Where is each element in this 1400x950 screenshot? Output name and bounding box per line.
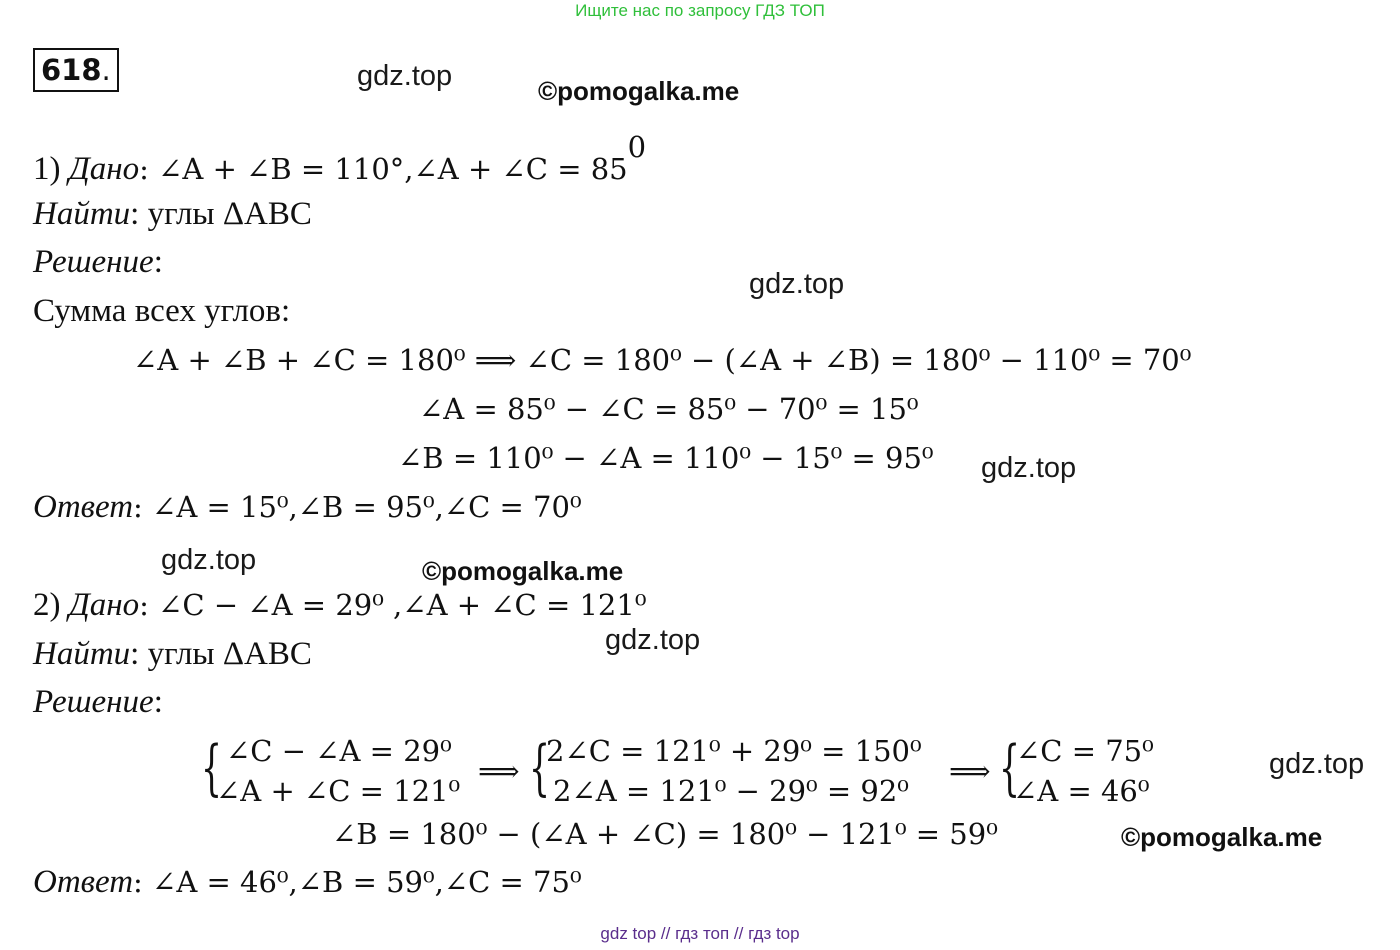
- system-brace: {: [529, 733, 551, 803]
- system-brace: {: [201, 733, 223, 803]
- part2-number: 2): [33, 587, 61, 623]
- watermark-pomogalka: ©pomogalka.me: [538, 76, 740, 106]
- watermark-gdz: gdz.top: [981, 452, 1077, 484]
- implies-arrow: ⟹: [478, 754, 520, 788]
- part1-answer-label: Ответ: [33, 489, 134, 525]
- part2-system1-line2: ∠A + ∠C = 121⁰: [216, 774, 461, 808]
- part2-find-text: : углы ΔABC: [130, 636, 312, 672]
- part2-system3-line1: ∠C = 75⁰: [1016, 734, 1154, 768]
- watermark-pomogalka: ©pomogalka.me: [1121, 822, 1323, 852]
- part1-solution-colon: :: [153, 244, 163, 280]
- part2-find-label: Найти: [33, 636, 131, 672]
- part1-solution-label: Решение: [33, 244, 154, 280]
- system-brace: {: [999, 733, 1021, 803]
- part1-equation-1: ∠A + ∠B + ∠C = 180⁰ ⟹ ∠C = 180⁰ − (∠A + ∠B) = 180⁰ − 110⁰ = 70⁰: [133, 343, 1192, 377]
- part2-equation-b: ∠B = 180⁰ − (∠A + ∠C) = 180⁰ − 121⁰ = 59⁰: [332, 817, 998, 851]
- problem-number-dot: .: [101, 53, 111, 87]
- watermark-gdz: gdz.top: [357, 60, 453, 92]
- part2-system2-line1: 2∠C = 121⁰ + 29⁰ = 150⁰: [546, 734, 922, 768]
- footer-links: gdz top // гдз топ // гдз top: [600, 924, 800, 943]
- part1-equation-2: ∠A = 85⁰ − ∠C = 85⁰ − 70⁰ = 15⁰: [419, 392, 919, 426]
- part1-answer-expr: : ∠A = 15⁰,∠B = 95⁰,∠C = 70⁰: [133, 490, 582, 524]
- part1-given-label: Дано: [68, 150, 140, 187]
- top-banner: Ищите нас по запросу ГДЗ ТОП: [575, 1, 825, 20]
- watermark-gdz: gdz.top: [749, 268, 845, 300]
- part1-find-label: Найти: [33, 196, 131, 232]
- part2-given-label: Дано: [68, 587, 140, 623]
- part1-find-text: : углы ΔABC: [130, 196, 312, 232]
- watermark-gdz: gdz.top: [1269, 748, 1365, 780]
- watermark-pomogalka: ©pomogalka.me: [422, 556, 624, 586]
- watermark-gdz: gdz.top: [605, 624, 701, 656]
- part2-answer-expr: : ∠A = 46⁰,∠B = 59⁰,∠C = 75⁰: [133, 865, 582, 899]
- watermark-gdz: gdz.top: [161, 544, 257, 576]
- part2-system3-line2: ∠A = 46⁰: [1013, 774, 1150, 808]
- part2-given-line: [33, 587, 646, 624]
- implies-arrow: ⟹: [949, 754, 991, 788]
- part1-number: 1): [33, 150, 61, 187]
- part1-answer-line: [33, 489, 582, 526]
- part2-answer-line: [33, 864, 582, 901]
- part1-given-sup: 0: [627, 130, 647, 164]
- part2-find-line: [33, 636, 312, 673]
- part1-find-line: [33, 196, 312, 233]
- part1-given-line: [33, 130, 647, 188]
- part1-given-expr: : ∠A + ∠B = 110°,∠A + ∠C = 85: [139, 151, 628, 186]
- part2-solution-label: Решение: [33, 684, 154, 720]
- part2-answer-label: Ответ: [33, 864, 134, 900]
- problem-number-text: 618: [41, 53, 102, 87]
- part2-system1-line1: ∠C − ∠A = 29⁰: [226, 734, 452, 768]
- problem-number: [33, 48, 119, 92]
- part2-system2-line2: 2∠A = 121⁰ − 29⁰ = 92⁰: [553, 774, 909, 808]
- part1-sum-text: Сумма всех углов:: [33, 293, 291, 329]
- part2-solution-colon: :: [153, 684, 163, 720]
- part1-solution-line: [33, 244, 163, 281]
- part2-solution-line: [33, 684, 163, 721]
- part2-given-expr: : ∠C − ∠A = 29⁰ ,∠A + ∠C = 121⁰: [139, 588, 647, 622]
- part1-equation-3: ∠B = 110⁰ − ∠A = 110⁰ − 15⁰ = 95⁰: [398, 441, 934, 475]
